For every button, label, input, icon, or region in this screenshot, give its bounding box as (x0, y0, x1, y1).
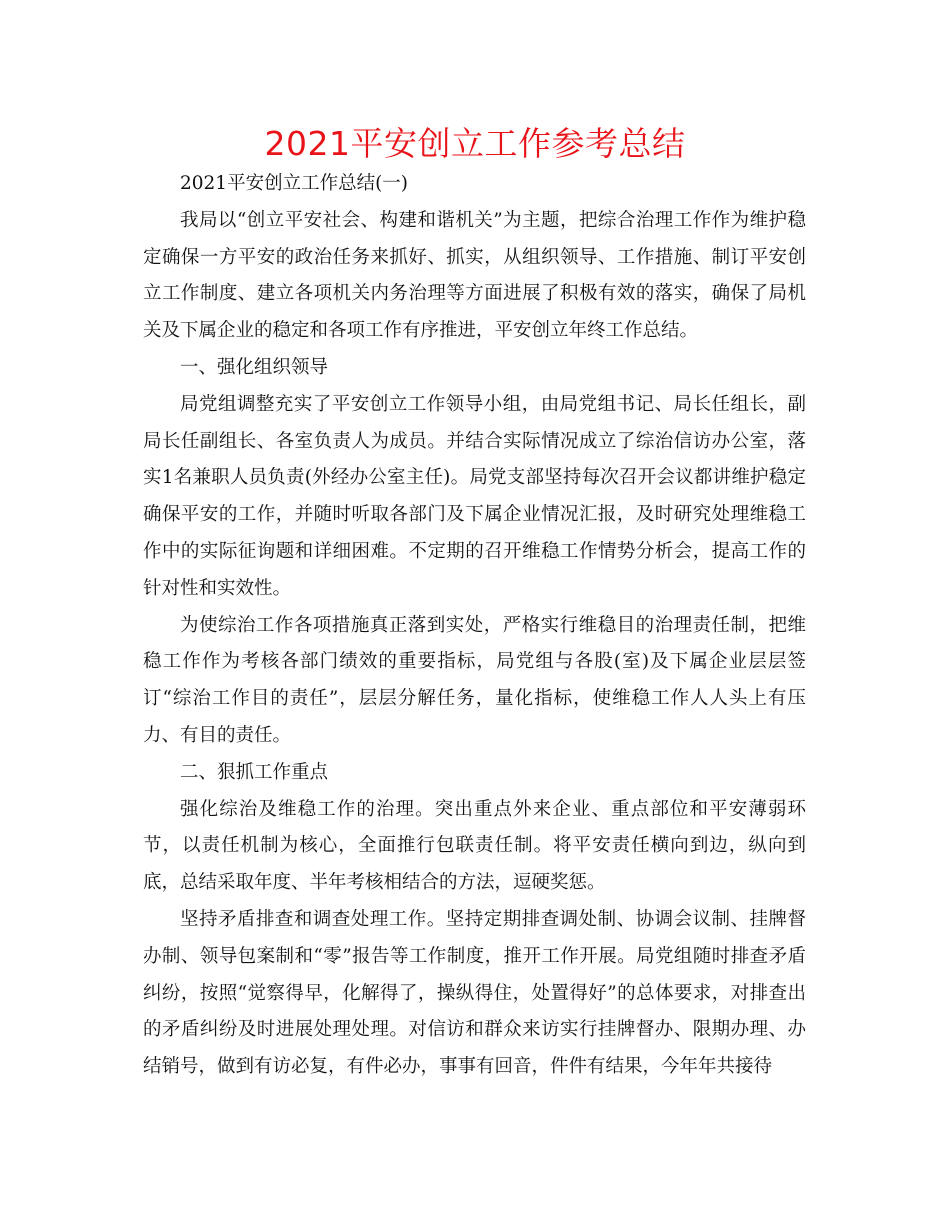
section-heading: 一、强化组织领导 (180, 356, 329, 378)
paragraph-subtitle: 2021平安创立工作总结(一) (180, 173, 409, 194)
paragraph: 坚持矛盾排查和调查处理工作。坚持定期排查调处制、协调会议制、挂牌督办制、领导包案制和“零”报告等工作制度，推开工作开展。局党组随时排查矛盾纠纷，按照“觉察得早，化解得了，操纵得住，处置得好”的总体要求，对排查出的矛盾纠纷及时进展处理处理。对信访和群众来访实行挂牌督办、限期办理、办结销号，做到有访必复，有件必办，事事有回音，件件有结果，今年年共接待 (143, 908, 806, 1078)
paragraph: 为使综治工作各项措施真正落到实处，严格实行维稳目的治理责任制，把维稳工作作为考核各部门绩效的重要指标，局党组与各股(室)及下属企业层层签订“综治工作目的责任”，层层分解任务，量化指标，使维稳工作人人头上有压力、有目的责任。 (143, 614, 806, 746)
paragraph: 局党组调整充实了平安创立工作领导小组，由局党组书记、局长任组长，副局长任副组长、各室负责人为成员。并结合实际情况成立了综治信访办公室，落实1名兼职人员负责(外经办公室主任)。局党支部坚持每次召开会议都讲维护稳定确保平安的工作，并随时听取各部门及下属企业情况汇报，及时研究处理维稳工作中的实际征询题和详细困难。不定期的召开维稳工作情势分析会，提高工作的针对性和实效性。 (143, 393, 806, 599)
document-body (143, 166, 806, 1086)
document-title: 2021平安创立工作参考总结 (264, 124, 686, 163)
paragraph: 强化综治及维稳工作的治理。突出重点外来企业、重点部位和平安薄弱环节，以责任机制为核心，全面推行包联责任制。将平安责任横向到边，纵向到底，总结采取年度、半年考核相结合的方法，逗硬奖惩。 (143, 798, 806, 894)
section-heading: 二、狠抓工作重点 (180, 761, 329, 783)
paragraph: 我局以“创立平安社会、构建和谐机关”为主题，把综合治理工作作为维护稳定确保一方平安的政治任务来抓好、抓实，从组织领导、工作措施、制订平安创立工作制度、建立各项机关内务治理等方面进展了积极有效的落实，确保了局机关及下属企业的稳定和各项工作有序推进，平安创立年终工作总结。 (143, 209, 806, 342)
